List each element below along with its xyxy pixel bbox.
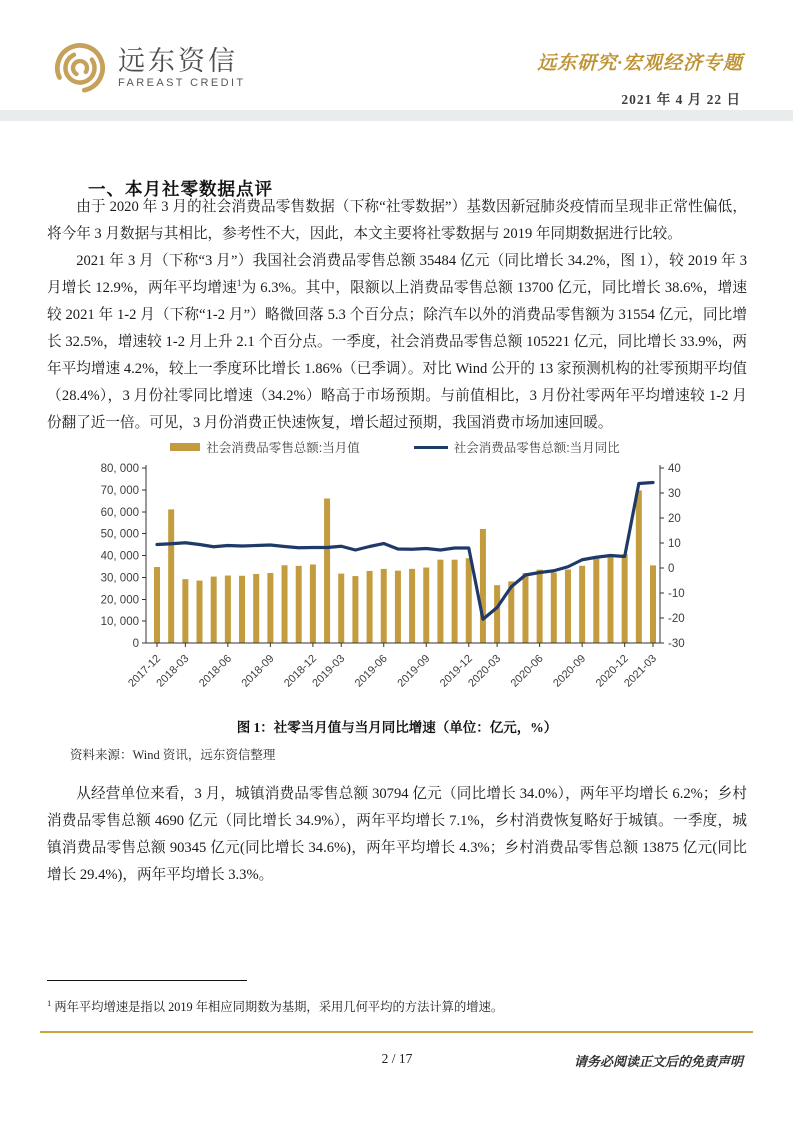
svg-text:80, 000: 80, 000 [100, 463, 139, 475]
svg-text:40: 40 [668, 463, 681, 475]
bar-series [154, 490, 656, 643]
footnote-marker: 1 [47, 997, 52, 1008]
svg-text:-10: -10 [668, 588, 685, 600]
footer-disclaimer: 请务必阅读正文后的免责声明 [573, 1054, 743, 1069]
line-series-swatch [414, 446, 448, 449]
figure-caption: 图 1：社零当月值与当月同比增速（单位：亿元，%） [236, 720, 558, 735]
svg-text:-20: -20 [668, 613, 685, 625]
left-axis-labels [101, 463, 146, 650]
svg-text:40, 000: 40, 000 [100, 550, 139, 563]
report-series-title: 远东研究·宏观经济专题 [537, 53, 743, 74]
svg-text:30, 000: 30, 000 [100, 572, 139, 585]
svg-text:2019-06: 2019-06 [352, 652, 390, 690]
retail-sales-chart-svg [85, 460, 705, 710]
company-logo [52, 40, 246, 96]
svg-text:2020-09: 2020-09 [551, 652, 589, 690]
svg-text:50, 000: 50, 000 [100, 528, 139, 541]
svg-text:60, 000: 60, 000 [100, 506, 139, 519]
svg-text:2019-12: 2019-12 [437, 652, 475, 690]
svg-text:0: 0 [668, 563, 675, 575]
paragraph-urban-rural: 从经营单位来看，3 月，城镇消费品零售总额 30794 亿元（同比增长 34.0%），两年平均增长 6.2%；乡村消费品零售总额 4690 亿元（同比增长 34.9%），两年平均增长 7.1%，乡村消费恢复略好于城镇。一季度，城镇消费品零售总额 90345 亿元(同比增长 34.6%)，两年平均增长 4.3%；乡村消费品零售总额 13875 亿元(同比增长 29.4%)，两年平均增长 3.3%。 [47, 786, 747, 883]
legend-item-line [414, 438, 620, 456]
svg-text:0: 0 [132, 638, 139, 650]
page-number: 2 / 17 [381, 1051, 413, 1066]
bar-series-label: 社会消费品零售总额:当月值 [206, 441, 360, 455]
paragraph-intro: 由于 2020 年 3 月的社会消费品零售数据（下称“社零数据”）基数因新冠肺炎疫情而呈现非正常性偏低，将今年 3 月数据与其相比，参考性不大，因此，本文主要将社零数据与 2019 年同期数据进行比较。 [47, 199, 747, 242]
x-axis-labels [126, 643, 659, 690]
paragraph-2-text-cont: 为 6.3%。其中，限额以上消费品零售总额 13700 亿元，同比增长 38.6%，增速较 2021 年 1-2 月（下称“1-2 月”）略微回落 5.3 个百分点；除汽车以外的消费品零售额为 31554 亿元，同比增长 32.5%，增速较 1-2 月上升 2.1 个百分点。一季度，社会消费品零售总额 105221 亿元，同比增长 33.9%，两年平均增速 4.2%，较上一季度环比增长 1.86%（已季调）。对比 Wind 公开的 13 家预测机构的社零预期平均值（28.4%），3 月份社零同比增速（34.2%）略高于市场预期。与前值相比，3 月份社零两年平均增速较 1-2 月份翻了近一倍。可见，3 月份消费正快速恢复，增长超过预期，我国消费市场加速回暖。 [47, 280, 747, 431]
svg-text:2020-06: 2020-06 [508, 652, 546, 690]
svg-text:2019-03: 2019-03 [310, 652, 348, 690]
paragraph-march-data [47, 248, 747, 437]
svg-text:2021-03: 2021-03 [622, 652, 660, 690]
svg-text:20, 000: 20, 000 [100, 594, 139, 607]
footnote [47, 997, 747, 1015]
svg-text:2018-09: 2018-09 [239, 652, 277, 690]
svg-text:2017-12: 2017-12 [126, 652, 164, 690]
figure-source: 资料来源：Wind 资讯，远东资信整理 [70, 748, 276, 762]
yoy-growth-line [157, 483, 653, 620]
svg-text:10: 10 [668, 538, 681, 550]
footnote-reference: 1 [236, 278, 242, 289]
section-title: 一、本月社零数据点评 [88, 178, 273, 199]
line-series-label: 社会消费品零售总额:当月同比 [453, 441, 620, 455]
bar-series-swatch [170, 443, 200, 451]
svg-text:-30: -30 [668, 638, 685, 650]
header-divider-band [0, 110, 793, 121]
logo-wordmark [118, 47, 246, 90]
footer-divider [40, 1031, 753, 1033]
svg-text:2018-03: 2018-03 [154, 652, 192, 690]
footnote-text: 两年平均增速是指以 2019 年相应同期数为基期，采用几何平均的方法计算的增速。 [54, 1000, 504, 1014]
right-axis-labels [660, 463, 685, 650]
svg-text:2020-12: 2020-12 [593, 652, 631, 690]
svg-text:20: 20 [668, 513, 681, 525]
legend-item-bar [170, 438, 359, 456]
fareast-credit-logo-icon [52, 40, 108, 96]
svg-text:2019-09: 2019-09 [395, 652, 433, 690]
svg-text:70, 000: 70, 000 [100, 484, 139, 497]
svg-text:2020-03: 2020-03 [466, 652, 504, 690]
report-date: 2021 年 4 月 22 日 [621, 92, 741, 107]
svg-text:10, 000: 10, 000 [100, 616, 139, 629]
chart-legend [85, 438, 705, 456]
svg-text:2018-06: 2018-06 [196, 652, 235, 690]
footnote-separator [47, 980, 247, 981]
svg-text:2018-12: 2018-12 [281, 652, 320, 690]
paragraph-2-text: 2021 年 3 月（下称“3 月”）我国社会消费品零售总额 35484 亿元（同比增长 34.2%，图 1），较 2019 年 3 月增长 12.9%，两年平均增速 [47, 253, 747, 296]
svg-text:30: 30 [668, 488, 681, 500]
logo-subtitle: FAREAST CREDIT [118, 76, 246, 89]
logo-title: 远东资信 [118, 45, 238, 76]
retail-sales-chart [85, 460, 705, 710]
